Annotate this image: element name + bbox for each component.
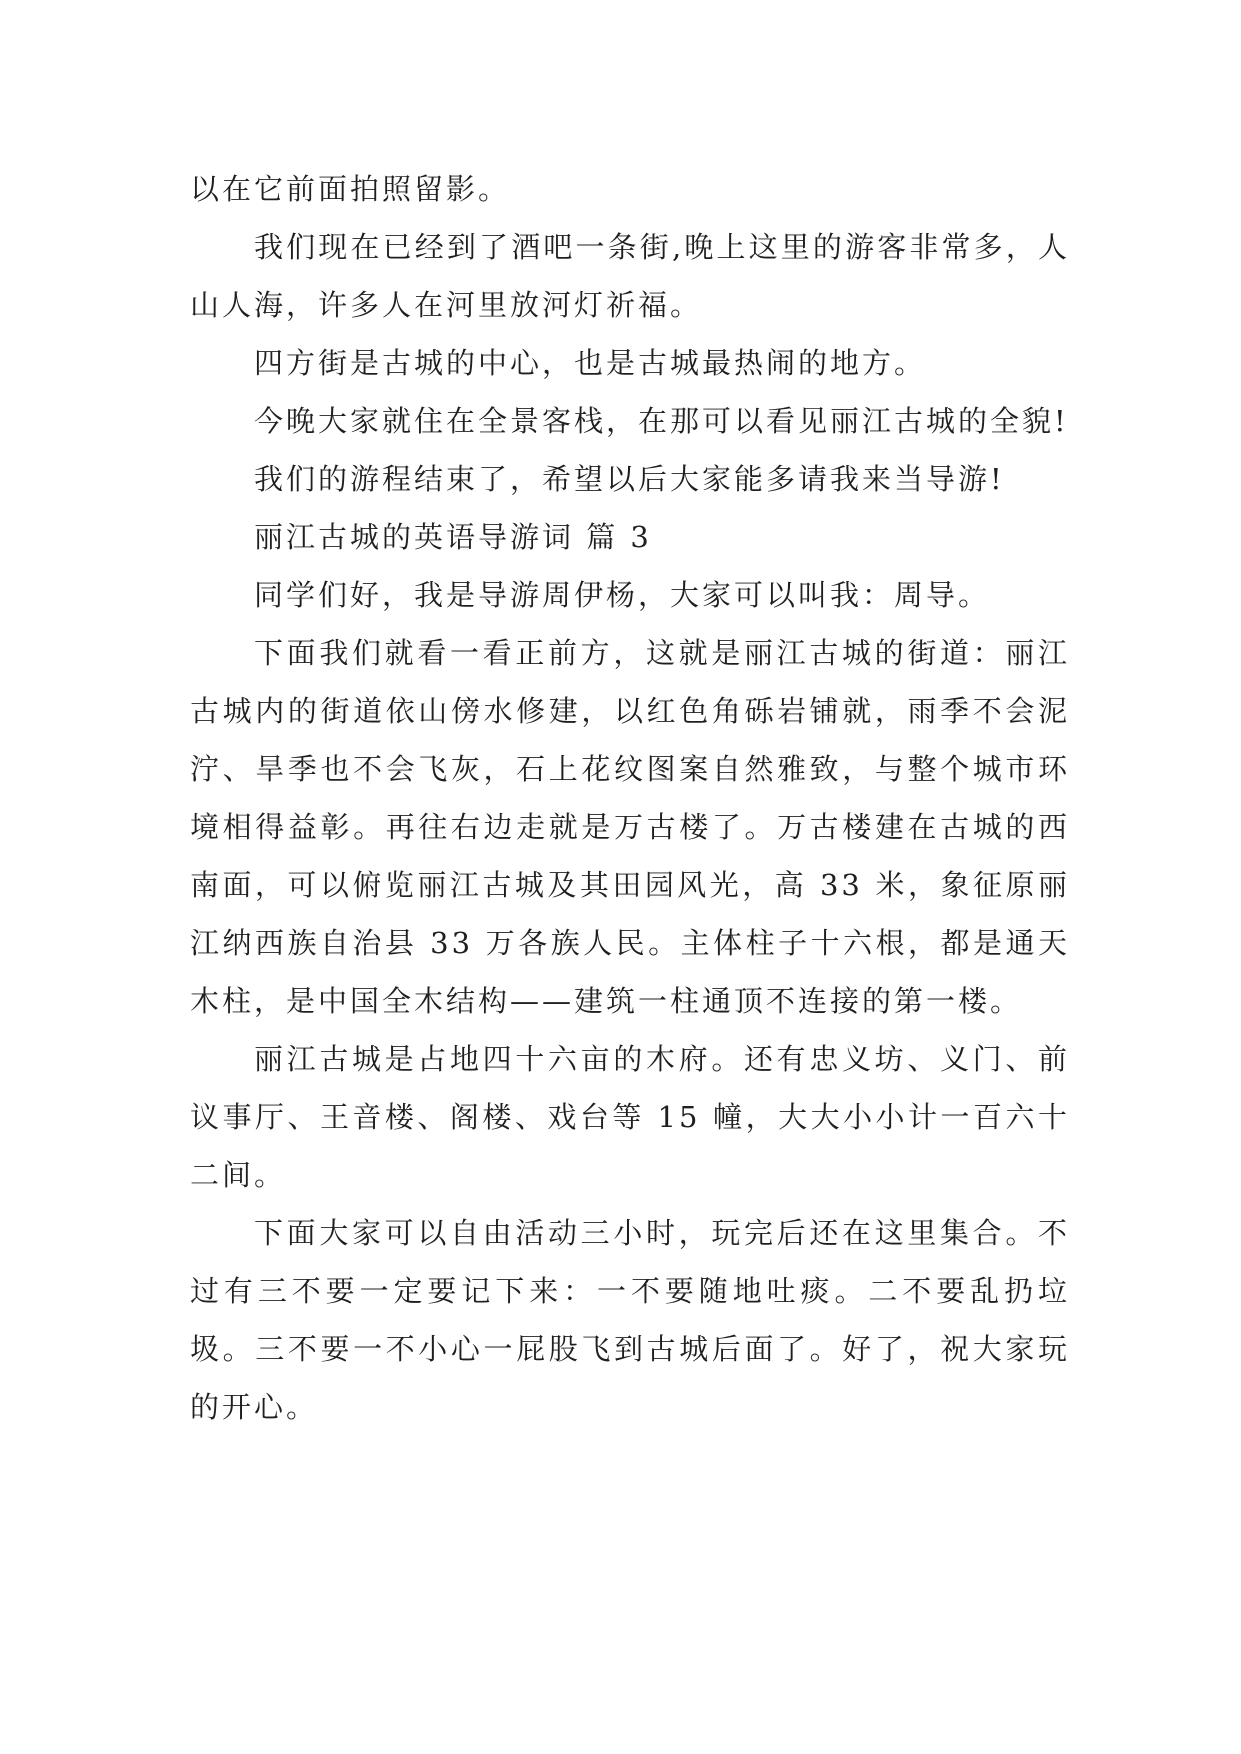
paragraph: 四方街是古城的中心，也是古城最热闹的地方。	[254, 346, 927, 380]
section-heading: 丽江古城的英语导游词 篇 3	[254, 520, 652, 554]
document-body	[190, 160, 1070, 1436]
paragraph: 丽江古城是占地四十六亩的木府。还有忠义坊、义门、前议事厅、王音楼、阁楼、戏台等 15 幢，大大小小计一百六十二间。	[190, 1042, 1070, 1192]
paragraph: 我们的游程结束了，希望以后大家能多请我来当导游!	[254, 462, 1005, 496]
paragraph: 同学们好，我是导游周伊杨，大家可以叫我：周导。	[254, 578, 991, 612]
paragraph: 今晚大家就住在全景客栈，在那可以看见丽江古城的全貌!	[254, 404, 1069, 438]
paragraph: 下面大家可以自由活动三小时，玩完后还在这里集合。不过有三不要一定要记下来：一不要随地吐痰。二不要乱扔垃圾。三不要一不小心一屁股飞到古城后面了。好了，祝大家玩的开心。	[190, 1216, 1070, 1424]
paragraph: 以在它前面拍照留影。	[190, 172, 511, 206]
paragraph: 我们现在已经到了酒吧一条街,晚上这里的游客非常多，人山人海，许多人在河里放河灯祈福。	[190, 230, 1070, 322]
paragraph: 下面我们就看一看正前方，这就是丽江古城的街道：丽江古城内的街道依山傍水修建，以红色角砾岩铺就，雨季不会泥泞、旱季也不会飞灰，石上花纹图案自然雅致，与整个城市环境相得益彰。再往右边走就是万古楼了。万古楼建在古城的西南面，可以俯览丽江古城及其田园风光，高 33 米，象征原丽江纳西族自治县 33 万各族人民。主体柱子十六根，都是通天木柱，是中国全木结构——建筑一柱通顶不连接的第一楼。	[190, 636, 1070, 1018]
